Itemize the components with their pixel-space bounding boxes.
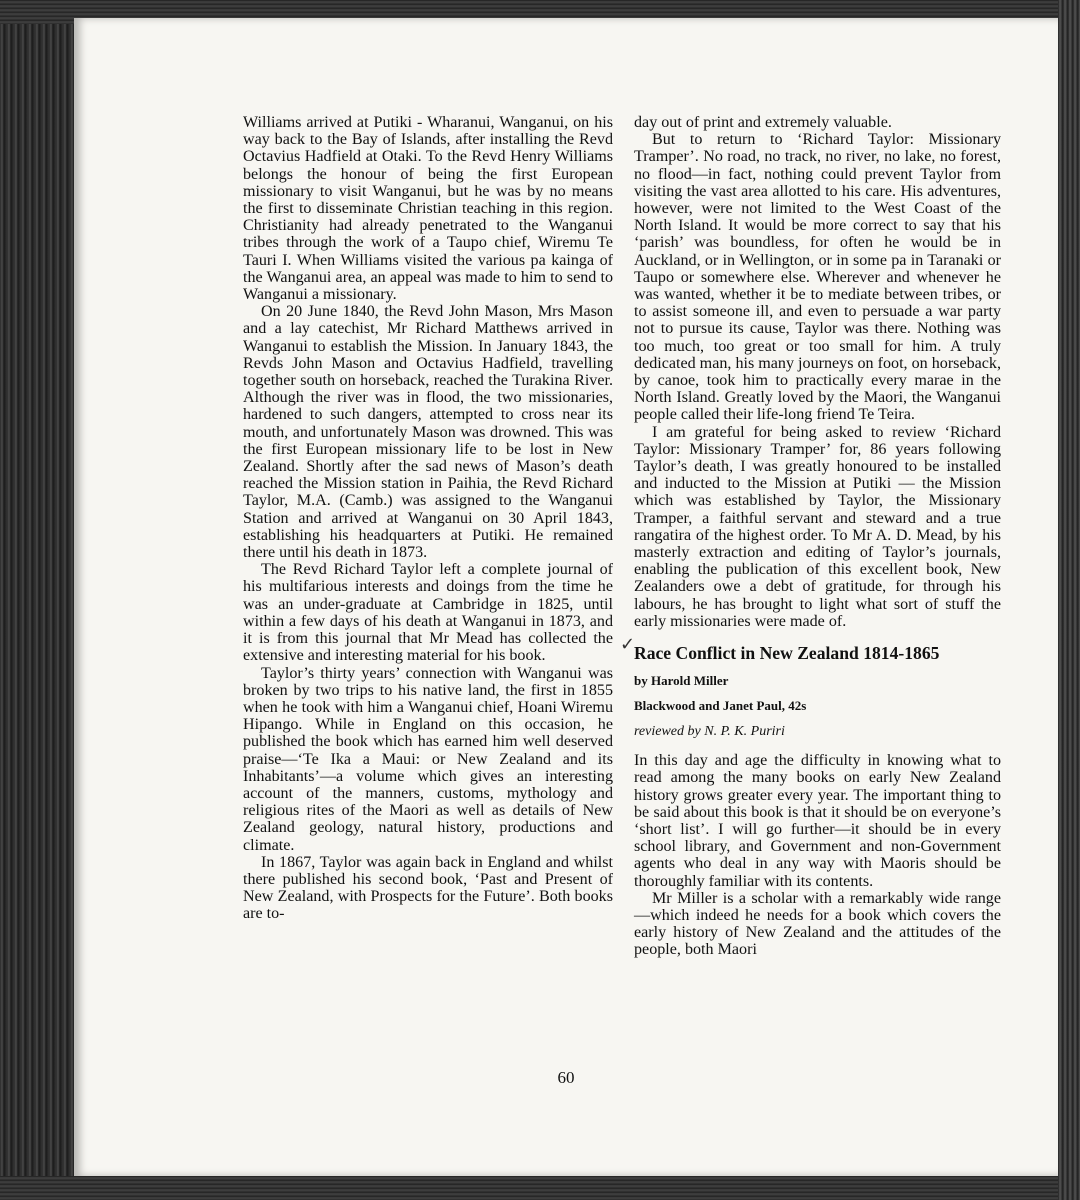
right-column [620,114,1001,959]
paragraph: In this day and age the difficulty in knowing what to read among the many books on early New Zealand history grows greater every year. The important thing to be said about this book is that it should be on everyone’s ‘short list’. I will go further—it should be in every school library, and Government and non-Government agents who deal in any way with Maoris should be thoroughly familiar with its contents. [634,752,1001,890]
review-reviewer: reviewed by N. P. K. Puriri [634,724,785,740]
paragraph: In 1867, Taylor was again back in England and whilst there published his second book, ‘Past and Present of New Zealand, with Prospects for the Future’. Both books are to- [243,853,613,923]
scan-edge-bottom [0,1176,1080,1200]
paragraph: But to return to ‘Richard Taylor: Missionary Tramper’. No road, no track, no river, no lake, no forest, no flood—in fact, nothing could prevent Taylor from visiting the vast area allotted to his care. His adventures, however, were not limited to the West Coast of the North Island. It would be more correct to say that his ‘parish’ was boundless, for often he would be in Auckland, or in Wellington, or in some pa in Taranaki or Taupo or somewhere else. Wherever and whenever he was wanted, whether it be to mediate between tribes, or to assist someone ill, and even to persuade a war party not to pursue its cause, Taylor was there. Nothing was too much, too great or too small for him. A truly dedicated man, his many journeys on foot, on horseback, by canoe, took him to practically every marae in the North Island. Greatly loved by the Maori, the Wanganui people called their life-long friend Te Teira. [634,131,1001,424]
paragraph: day out of print and extremely valuable. [634,114,892,131]
paragraph: Williams arrived at Putiki - Wharanui, Wanganui, on his way back to the Bay of Islands, after installing the Revd Octavius Hadfield at Otaki. To the Revd Henry Williams belongs the honour of being the first European missionary to visit Wanganui, but he was by no means the first to disseminate Christian teaching in this region. Christianity had already penetrated to the Wanganui tribes through the work of a Taupo chief, Wiremu Te Tauri I. When Williams visited the various pa kainga of the Wanganui area, an appeal was made to him to send to Wanganui a missionary. [243,114,613,304]
page-number: 60 [557,1068,575,1087]
review-publisher: Blackwood and Janet Paul, 42s [634,698,807,714]
review-title: Race Conflict in New Zealand 1814-1865 [634,643,940,664]
paragraph: I am grateful for being asked to review ‘Richard Taylor: Missionary Tramper’ for, 86 years following Taylor’s death, I was greatly honoured to be installed and inducted to the Mission at Putiki — the Mission which was established by Taylor, the Missionary Tramper, a faithful servant and steward and a true rangatira of the highest order. To Mr A. D. Mead, by his masterly extraction and editing of Taylor’s journals, enabling the publication of this excellent book, New Zealanders owe a debt of gratitude, for through his labours, he has brought to light what sort of stuff the early missionaries were made of. [634,423,1001,630]
paragraph: On 20 June 1840, the Revd John Mason, Mrs Mason and a lay catechist, Mr Richard Matthews arrived in Wanganui to establish the Mission. In January 1843, the Revds John Mason and Octavius Hadfield, travelling together south on horseback, reached the Turakina River. Although the river was in flood, the two missionaries, hardened to such dangers, attempted to cross near its mouth, and unfortunately Mason was drowned. This was the first European missionary life to be lost in New Zealand. Shortly after the sad news of Mason’s death reached the Mission station in Paihia, the Revd Richard Taylor, M.A. (Camb.) was assigned to the Wanganui Station and arrived at Wanganui on 30 April 1843, establishing his headquarters at Putiki. He remained there until his death in 1873. [243,303,613,562]
paragraph: Mr Miller is a scholar with a remarkably wide range—which indeed he needs for a book which covers the early history of New Zealand and the attitudes of the people, both Maori [634,889,1001,959]
paragraph: Taylor’s thirty years’ connection with Wanganui was broken by two trips to his native land, the first in 1855 when he took with him a Wanganui chief, Hoani Wiremu Hipango. While in England on this occasion, he published the book which has earned him well deserved praise—‘Te Ika a Maui: or New Zealand and its Inhabitants’—a volume which gives an interesting account of the manners, customs, mythology and religious rites of the Maori as well as details of New Zealand geology, natural history, productions and climate. [243,664,613,854]
review-byline: by Harold Miller [634,673,729,689]
scan-edge-left [0,0,74,1200]
paragraph: The Revd Richard Taylor left a complete journal of his multifarious interests and doings from the time he was an under-graduate at Cambridge in 1825, until within a few days of his death at Wanganui in 1873, and it is from this journal that Mr Mead has collected the extensive and interesting material for his book. [243,561,613,665]
scan-edge-right [1058,0,1080,1200]
review-header [620,634,1001,740]
checkmark-icon: ✓ [620,634,636,656]
left-column [243,114,613,923]
book-page [74,18,1058,1176]
